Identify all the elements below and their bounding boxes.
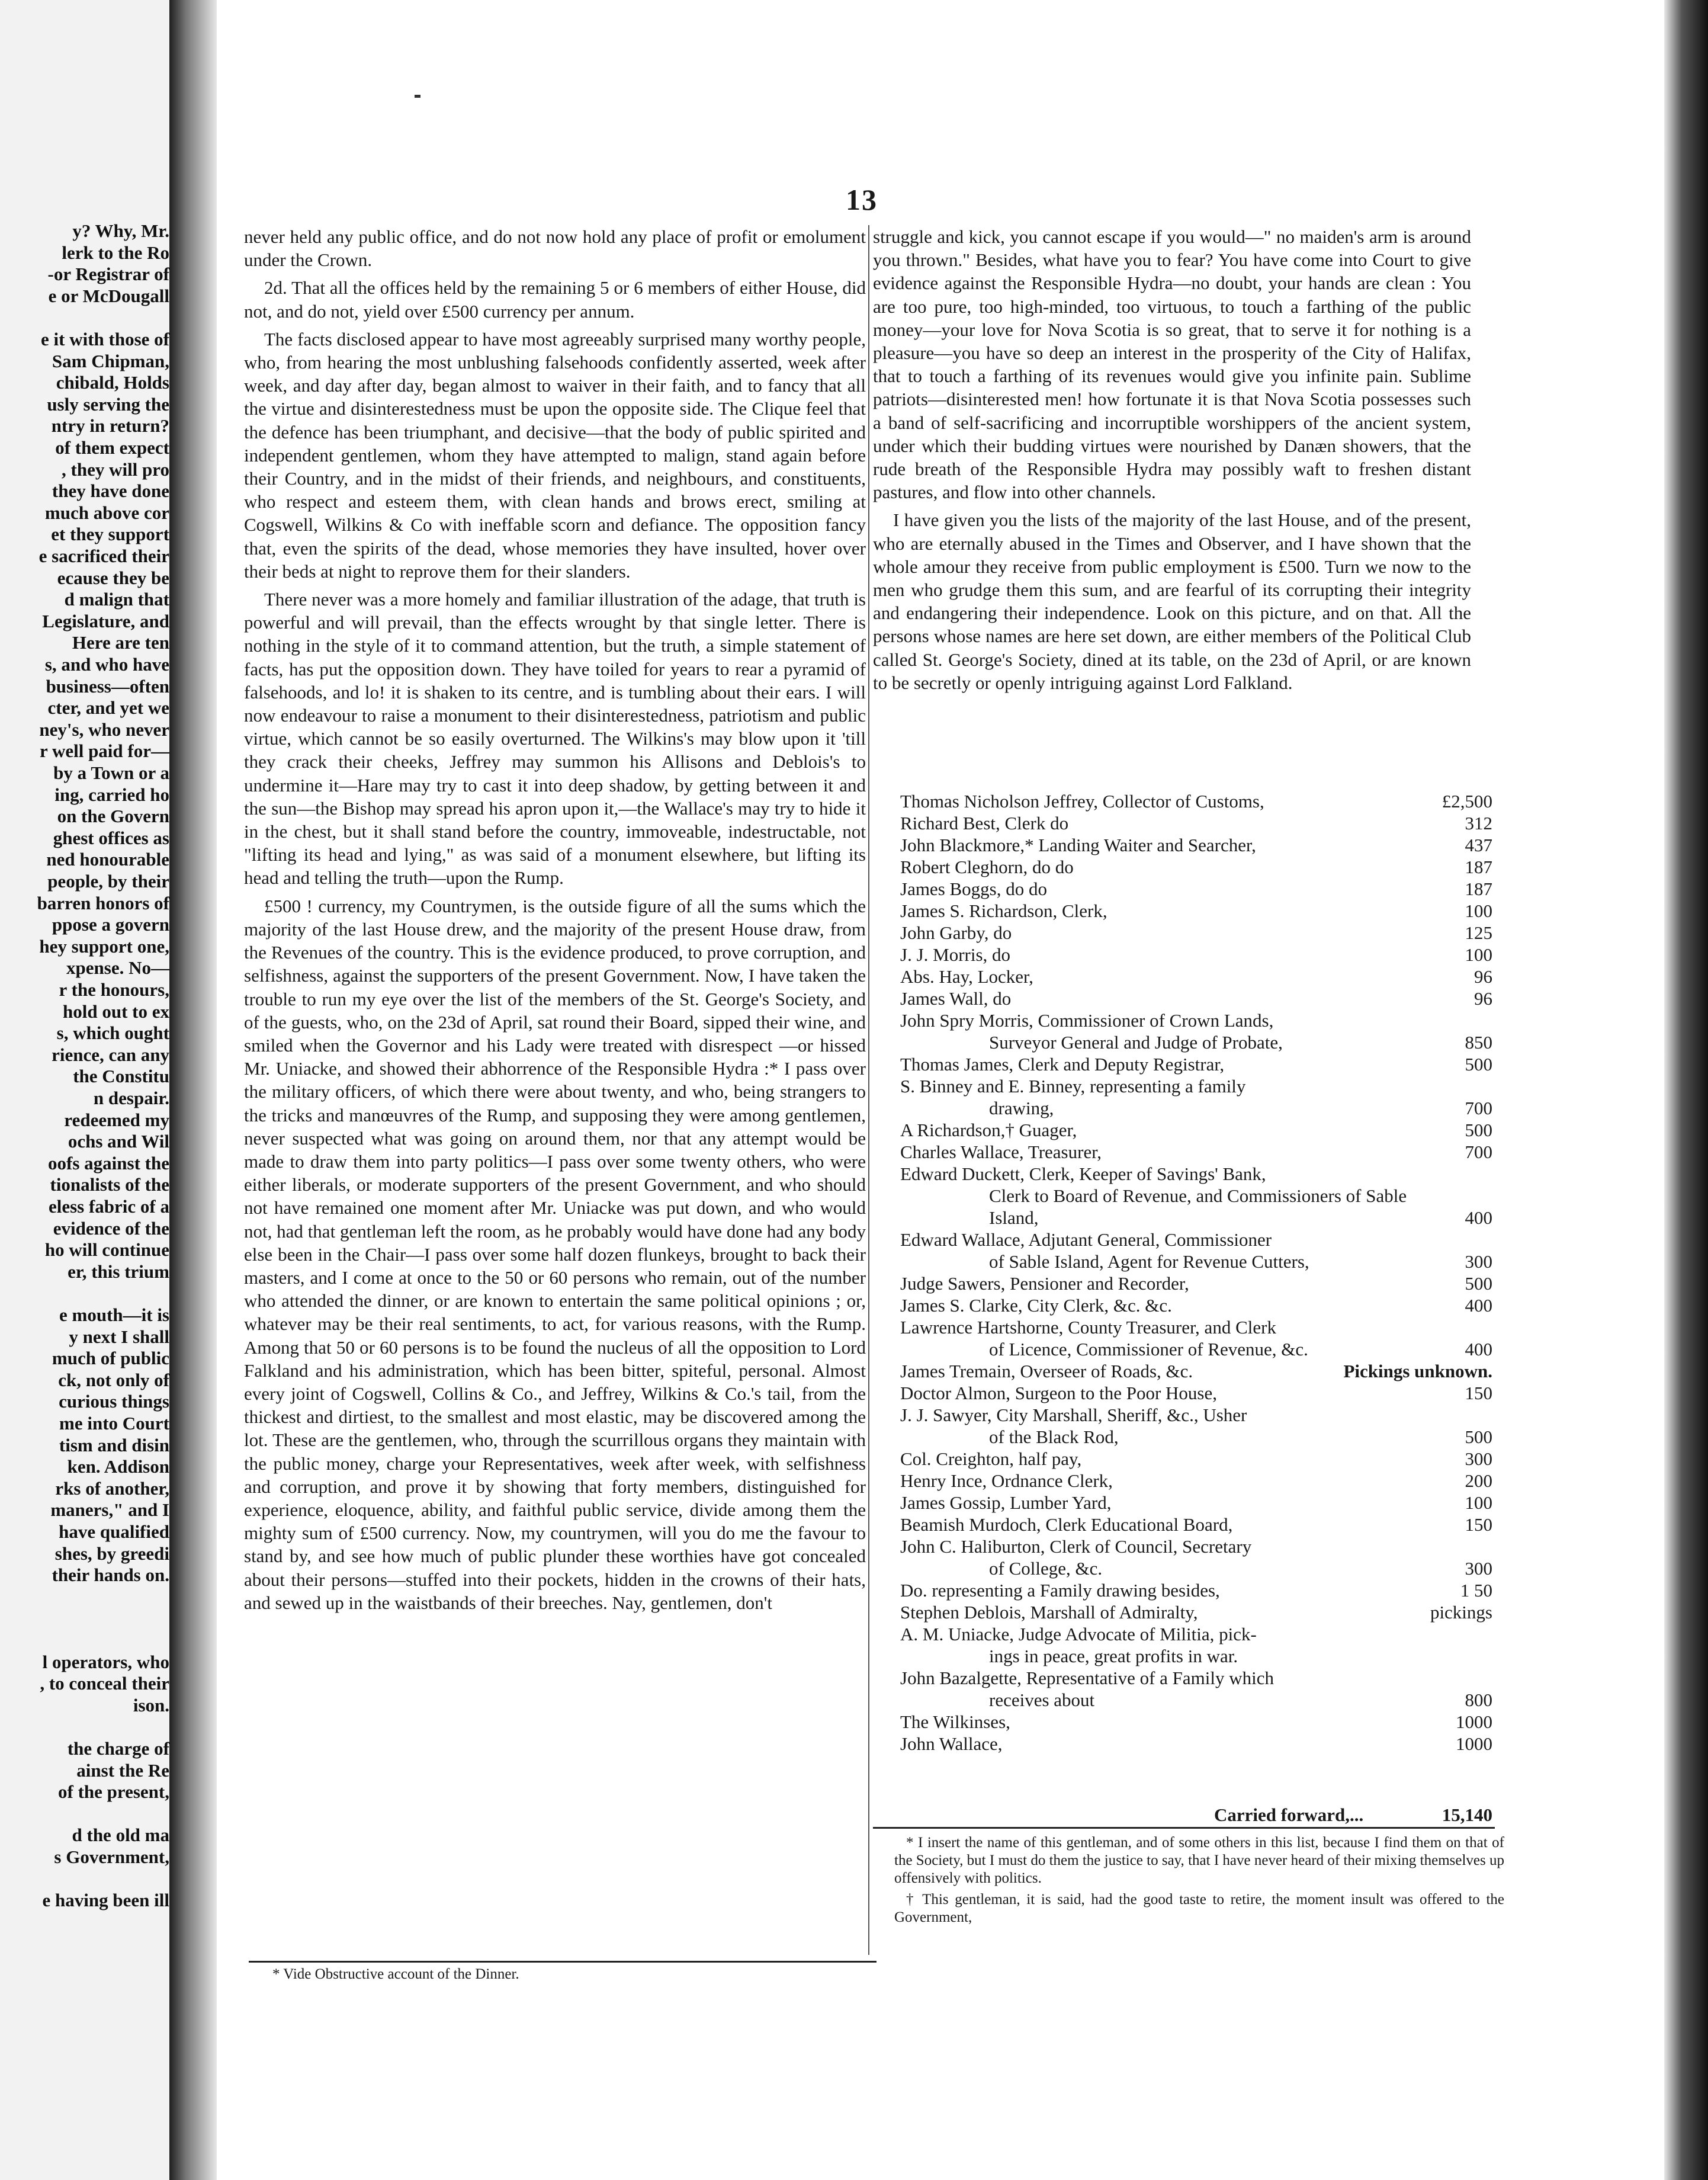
salary-holder: James Gossip, Lumber Yard, xyxy=(900,1492,1112,1513)
salary-holder: Doctor Almon, Surgeon to the Poor House, xyxy=(900,1383,1218,1403)
salary-row xyxy=(900,1404,1498,1448)
salary-amount: 200 xyxy=(1465,1470,1492,1491)
salary-amount: 187 xyxy=(1465,879,1492,899)
salary-holder: Edward Wallace, Adjutant General, Commissioner xyxy=(900,1229,1272,1250)
salary-holder-continued: drawing, xyxy=(989,1098,1054,1118)
salary-holder: Lawrence Hartshorne, County Treasurer, and Clerk xyxy=(900,1317,1276,1338)
paragraph: £500 ! currency, my Countrymen, is the outside figure of all the sums which the majority of the last House drew, and the majority of the present House draw, from the Revenues of the country. This is the evidence produced, to prove corruption, and selfishness, against the supporters of the present Government. Now, I have taken the trouble to run my eye over the list of the members of the St. George's Society, and of the guests, who, on the 23d of April, sat round their Board, sipped their wine, and smiled when the Governor and his Lady were treated with disrespect —or hissed Mr. Uniacke, and showed their abhorrence of the Responsible Hydra :* I pass over the military officers, of which there were about twenty, and who, being strangers to the tricks and manœuvres of the Rump, and supposing they were among gentlemen, never suspected what was going on around them, nor that any attempt would be made to draw them into party politics—I pass over some twenty others, who were either liberals, or moderate supporters of the present Government, and who should not have remained one moment after Mr. Uniacke was put down, and who would not, had that gentleman left the room, as he probably would have done had any body else been in the Chair—I pass over some half dozen flunkeys, brought to back their masters, and I come at once to the 50 or 60 persons who remain, out of the number who attended the dinner, or are known to entertain the same political opinions ; or, whatever may be their real sentiments, to act, for various reasons, with the Rump. Among that 50 or 60 persons is to be found the nucleus of all the opposition to Lord Falkland and his administration, which has been bitter, spiteful, personal. Almost every joint of Cogswell, Collins & Co., and Jeffrey, Wilkins & Co.'s tail, from the thickest and dirtiest, to the smallest and most elastic, may be discovered among the lot. These are the gentlemen, who, through the scurrillous organs they maintain with the public money, charge your Representatives, week after week, with selfishness and corruption, and prove it by showing that forty members, distinguished for experience, eloquence, ability, and faithful public service, divide among them the mighty sum of £500 currency. Now, my countrymen, will you do me the favour to stand by, and see how much of public plunder these worthies have got concealed about their persons—stuffed into their pockets, hidden in the crowns of their hats, and sewed up in the waistbands of their breeches. Nay, gentlemen, don't xyxy=(244,895,866,1613)
salary-holder-continued: of Sable Island, Agent for Revenue Cutters, xyxy=(989,1251,1309,1272)
margin-fragment-line: ney's, who never xyxy=(39,719,169,740)
margin-fragment-line: people, by their xyxy=(47,871,169,892)
salary-holder: James Boggs, do do xyxy=(900,879,1047,899)
salary-row xyxy=(900,1470,1498,1492)
margin-fragment-line: ochs and Wil xyxy=(68,1131,169,1152)
margin-fragment-line: y? Why, Mr. xyxy=(72,220,169,241)
salary-amount: 1000 xyxy=(1456,1711,1492,1732)
salary-row xyxy=(900,1360,1498,1382)
salary-holder: Do. representing a Family drawing besides, xyxy=(900,1580,1220,1601)
paragraph: 2d. That all the offices held by the remaining 5 or 6 members of either House, did not, and do not, yield over £500 currency per annum. xyxy=(244,277,866,322)
salary-row xyxy=(900,812,1498,834)
salary-row xyxy=(900,988,1498,1009)
margin-fragment-line: chibald, Holds xyxy=(56,372,169,393)
salary-row xyxy=(900,1492,1498,1514)
salary-row xyxy=(900,1623,1498,1667)
salary-holder: Col. Creighton, half pay, xyxy=(900,1448,1082,1469)
salary-row xyxy=(900,1382,1498,1404)
salary-holder: James S. Richardson, Clerk, xyxy=(900,900,1107,921)
salary-list xyxy=(900,790,1498,1755)
salary-amount: Pickings unknown. xyxy=(1343,1361,1492,1381)
margin-fragment-line: evidence of the xyxy=(53,1217,169,1239)
salary-row xyxy=(900,790,1498,812)
salary-holder: Judge Sawers, Pensioner and Recorder, xyxy=(900,1273,1189,1294)
salary-amount: 700 xyxy=(1465,1142,1492,1162)
salary-holder: Robert Cleghorn, do do xyxy=(900,857,1074,877)
ink-speck xyxy=(415,95,420,98)
salary-amount: 150 xyxy=(1465,1383,1492,1403)
salary-holder-continued: receives about xyxy=(989,1690,1095,1710)
salary-row xyxy=(900,878,1498,900)
footnote-rule-right xyxy=(873,1827,1495,1829)
margin-fragment-line: , they will pro xyxy=(62,459,169,480)
paragraph: There never was a more homely and familiar illustration of the adage, that truth is powerful and will prevail, than the effects wrought by that single letter. There is nothing in the style of it to command attention, but the truth, a simple statement of facts, has put the opposition down. They have toiled for years to rear a pyramid of falsehoods, and lo! it is shaken to its centre, and is tumbling about their ears. I will now endeavour to raise a monument to their disinterestedness, patriotism and public virtue, which cannot be so easily overturned. The Wilkins's may blow upon it 'till they crack their cheeks, Jeffrey may summon his Allisons and Deblois's to undermine it—Hare may try to cast it into deep shadow, by getting between it and the sun—the Bishop may spread his apron upon it,—the Wallace's may try to hide it in the chest, but it shall stand before the country, immoveable, indestructable, not "lifting its head and lying," as was said of a monument elsewhere, but lifting its head and telling the truth—upon the Rump. xyxy=(244,589,866,889)
margin-fragment-line: l operators, who xyxy=(42,1651,169,1672)
salary-amount: 400 xyxy=(1465,1339,1492,1360)
margin-fragment-line: curious things xyxy=(59,1391,169,1412)
margin-fragment-line: ison. xyxy=(133,1694,169,1716)
salary-amount: £2,500 xyxy=(1441,791,1492,812)
salary-row xyxy=(900,1448,1498,1470)
salary-amount: pickings xyxy=(1430,1602,1492,1623)
margin-fragment-line: -or Registrar of xyxy=(47,264,169,285)
salary-holder: Richard Best, Clerk do xyxy=(900,813,1069,833)
margin-fragment-line: ntry in return? xyxy=(51,415,169,437)
salary-amount: 187 xyxy=(1465,857,1492,877)
margin-fragment-line: usly serving the xyxy=(47,393,169,415)
margin-fragment-line: rks of another, xyxy=(55,1477,169,1499)
margin-fragment-line: xpense. No— xyxy=(66,957,169,979)
adjacent-page-fragment xyxy=(0,0,169,2180)
margin-fragment-line: r well paid for— xyxy=(40,740,169,762)
margin-fragment-line: ck, not only of xyxy=(58,1369,169,1390)
margin-fragment-line: e or McDougall xyxy=(48,285,169,306)
salary-row xyxy=(900,1601,1498,1623)
salary-row xyxy=(900,856,1498,878)
salary-row xyxy=(900,966,1498,988)
carried-forward xyxy=(1214,1804,1498,1826)
salary-holder: Abs. Hay, Locker, xyxy=(900,966,1033,987)
salary-row xyxy=(900,1667,1498,1711)
margin-fragment-line: cter, and yet we xyxy=(47,697,169,719)
margin-fragment-line: s, which ought xyxy=(56,1022,169,1044)
salary-amount: 100 xyxy=(1465,1492,1492,1513)
column-divider xyxy=(868,225,869,1955)
salary-amount: 700 xyxy=(1465,1098,1492,1118)
salary-row xyxy=(900,1294,1498,1316)
right-footnotes xyxy=(894,1834,1504,1930)
margin-fragment-line: much above cor xyxy=(44,502,169,523)
salary-holder: Thomas Nicholson Jeffrey, Collector of Customs, xyxy=(900,791,1264,812)
salary-row xyxy=(900,1163,1498,1229)
salary-holder: John Bazalgette, Representative of a Family which xyxy=(900,1668,1274,1688)
paragraph: never held any public office, and do not now hold any place of profit or emolument under the Crown. xyxy=(244,226,866,271)
margin-fragment-line: the charge of xyxy=(67,1738,169,1759)
margin-fragment-line: they have done xyxy=(52,480,169,502)
margin-fragment-line: the Constitu xyxy=(73,1066,169,1087)
margin-fragment-line: me into Court xyxy=(59,1413,169,1434)
salary-row xyxy=(900,1229,1498,1272)
salary-holder: James Wall, do xyxy=(900,988,1012,1009)
left-footnote: * Vide Obstructive account of the Dinner. xyxy=(272,1966,519,1982)
footnote: † This gentleman, it is said, had the good taste to retire, the moment insult was offered to the Government, xyxy=(894,1892,1504,1925)
salary-amount: 400 xyxy=(1465,1207,1492,1228)
salary-row xyxy=(900,1316,1498,1360)
margin-fragment-line: , to conceal their xyxy=(40,1673,169,1694)
margin-fragment-line: ainst the Re xyxy=(76,1759,169,1781)
margin-fragment-line: oofs against the xyxy=(48,1152,169,1174)
margin-fragment-line: hold out to ex xyxy=(63,1001,169,1022)
margin-fragment-line: barren honors of xyxy=(37,892,169,913)
page-number: 13 xyxy=(846,183,878,216)
salary-holder: Beamish Murdoch, Clerk Educational Board, xyxy=(900,1514,1233,1535)
salary-row xyxy=(900,1141,1498,1163)
salary-amount: 800 xyxy=(1465,1690,1492,1710)
salary-row xyxy=(900,1514,1498,1535)
margin-fragment-line: n despair. xyxy=(93,1088,169,1108)
margin-fragment-line: r the honours, xyxy=(59,979,169,1000)
salary-holder-continued: Surveyor General and Judge of Probate, xyxy=(989,1032,1283,1053)
salary-amount: 150 xyxy=(1465,1514,1492,1535)
salary-row xyxy=(900,900,1498,922)
salary-row xyxy=(900,1075,1498,1119)
salary-holder: Henry Ince, Ordnance Clerk, xyxy=(900,1470,1113,1491)
margin-fragment-line: much of public xyxy=(52,1348,169,1369)
salary-holder-continued: of the Black Rod, xyxy=(989,1426,1119,1447)
salary-amount: 437 xyxy=(1465,835,1492,855)
salary-row xyxy=(900,1579,1498,1601)
carried-forward-total: 15,140 xyxy=(1441,1804,1492,1825)
margin-fragment-line: d the old ma xyxy=(72,1825,169,1846)
carried-forward-label: Carried forward,... xyxy=(1214,1804,1364,1825)
margin-fragment-line: y next I shall xyxy=(69,1326,169,1347)
salary-row xyxy=(900,834,1498,856)
salary-amount: 850 xyxy=(1465,1032,1492,1053)
margin-fragment-line: ned honourable xyxy=(46,849,169,870)
margin-fragment-line: e mouth—it is xyxy=(59,1304,169,1325)
salary-amount: 500 xyxy=(1465,1426,1492,1447)
margin-fragment-line: of them expect xyxy=(55,437,169,458)
left-text-column xyxy=(244,225,866,1614)
margin-fragment-line: ecause they be xyxy=(57,567,169,588)
salary-row xyxy=(900,1009,1498,1053)
salary-amount: 500 xyxy=(1465,1273,1492,1294)
margin-fragment-line: their hands on. xyxy=(52,1565,169,1586)
salary-amount: 1000 xyxy=(1456,1733,1492,1754)
right-text-column xyxy=(873,225,1471,694)
margin-fragment-line: ken. Addison xyxy=(67,1456,169,1477)
margin-fragment-line: on the Govern xyxy=(57,806,169,827)
salary-row xyxy=(900,1053,1498,1075)
salary-holder: John Spry Morris, Commissioner of Crown Lands, xyxy=(900,1010,1274,1031)
salary-holder: The Wilkinses, xyxy=(900,1711,1010,1732)
salary-amount: 300 xyxy=(1465,1251,1492,1272)
salary-row xyxy=(900,1733,1498,1755)
salary-holder: Charles Wallace, Treasurer, xyxy=(900,1142,1102,1162)
margin-fragment-line: redeemed my xyxy=(64,1109,169,1130)
salary-holder: S. Binney and E. Binney, representing a family xyxy=(900,1076,1246,1097)
salary-amount: 312 xyxy=(1465,813,1492,833)
margin-fragment-line: rience, can any xyxy=(52,1044,169,1065)
salary-amount: 96 xyxy=(1474,966,1492,987)
margin-fragment-line: maners," and I xyxy=(50,1499,169,1521)
margin-fragment-line: s Government, xyxy=(54,1846,169,1867)
salary-amount: 400 xyxy=(1465,1295,1492,1316)
salary-holder: John C. Haliburton, Clerk of Council, Secretary xyxy=(900,1536,1252,1557)
salary-amount: 300 xyxy=(1465,1448,1492,1469)
margin-fragment-line: shes, by greedi xyxy=(54,1543,169,1564)
salary-holder: Stephen Deblois, Marshall of Admiralty, xyxy=(900,1602,1198,1623)
margin-fragment-line: ppose a govern xyxy=(52,914,169,935)
salary-holder-continued: of Licence, Commissioner of Revenue, &c. xyxy=(989,1339,1308,1360)
salary-holder-continued: ings in peace, great profits in war. xyxy=(989,1646,1238,1666)
salary-holder: J. J. Sawyer, City Marshall, Sheriff, &c., Usher xyxy=(900,1405,1247,1425)
paragraph: The facts disclosed appear to have most agreeably surprised many worthy people, who, from hearing the most unblushing falsehoods confidently asserted, week after week, and day after day, began almost to waiver in their faith, and to fancy that all the virtue and disinterestedness must be upon the opposite side. The Clique feel that the defence has been triumphant, and decisive—that the body of public spirited and independent gentlemen, whom they have attempted to malign, stand again before their Country, and in the midst of their friends, and neighbours, and constituents, who respect and esteem them, with clean hands and brows erect, smiling at Cogswell, Wilkins & Co with ineffable scorn and defiance. The opposition fancy that, even the spirits of the dead, whose memories they have insulted, hover over their beds at night to reprove them for their slanders. xyxy=(244,328,866,582)
margin-fragment-line: s, and who have xyxy=(44,654,169,675)
margin-fragment-line: Legislature, and xyxy=(42,610,169,631)
margin-fragment-line: have qualified xyxy=(59,1521,169,1542)
salary-holder: James Tremain, Overseer of Roads, &c. xyxy=(900,1361,1193,1381)
salary-amount: 100 xyxy=(1465,944,1492,965)
footnote-rule-left xyxy=(249,1961,877,1963)
margin-fragment-line: by a Town or a xyxy=(53,762,169,783)
salary-holder: James S. Clarke, City Clerk, &c. &c. xyxy=(900,1295,1172,1316)
margin-fragment-line: e it with those of xyxy=(41,329,169,350)
paragraph: I have given you the lists of the majority of the last House, and of the present, who are eternally abused in the Times and Observer, and I have shown that the whole amour they receive from public employment is £500. Turn we now to the men who grudge them this sum, and are fearful of its corrupting their integrity and endangering their independence. Look on this picture, and on that. All the persons whose names are here set down, are either members of the Political Club called St. George's Society, dined at its table, on the 23d of April, or are known to be secretly or openly intriguing against Lord Falkland. xyxy=(873,509,1471,693)
margin-fragment-line: eless fabric of a xyxy=(48,1196,169,1217)
margin-fragment-line: business—often xyxy=(46,675,169,697)
margin-fragment-line: e having been ill xyxy=(42,1890,169,1911)
salary-amount: 125 xyxy=(1465,922,1492,943)
salary-holder: J. J. Morris, do xyxy=(900,944,1011,965)
salary-holder: A. M. Uniacke, Judge Advocate of Militia, pick- xyxy=(900,1624,1257,1644)
salary-holder: Edward Duckett, Clerk, Keeper of Savings' Bank, xyxy=(900,1163,1266,1184)
salary-holder: John Wallace, xyxy=(900,1733,1003,1754)
salary-amount: 500 xyxy=(1465,1054,1492,1075)
margin-fragment-line: lerk to the Ro xyxy=(62,242,169,263)
salary-holder-continued: of College, &c. xyxy=(989,1558,1103,1579)
margin-fragment-line: tionalists of the xyxy=(50,1174,169,1195)
salary-amount: 300 xyxy=(1465,1558,1492,1579)
margin-fragment-line: e sacrificed their xyxy=(38,546,169,566)
margin-fragment-line: er, this trium xyxy=(68,1261,169,1282)
margin-fragment-line: Here are ten xyxy=(72,632,169,653)
margin-fragment-line: of the present, xyxy=(58,1781,169,1803)
salary-row xyxy=(900,944,1498,966)
salary-amount: 500 xyxy=(1465,1120,1492,1140)
salary-amount: 1 50 xyxy=(1460,1580,1492,1601)
salary-row xyxy=(900,1711,1498,1733)
margin-fragment-line: ghest offices as xyxy=(53,827,169,848)
salary-holder-continued: Clerk to Board of Revenue, and Commissioners of Sable Island, xyxy=(989,1185,1407,1228)
salary-row xyxy=(900,922,1498,944)
margin-fragment-line: et they support xyxy=(51,524,169,545)
binding-shadow-right xyxy=(1664,0,1708,2180)
margin-fragment-line: hey support one, xyxy=(39,935,169,957)
salary-row xyxy=(900,1119,1498,1141)
salary-holder: Thomas James, Clerk and Deputy Registrar, xyxy=(900,1054,1225,1075)
salary-holder: John Blackmore,* Landing Waiter and Searcher, xyxy=(900,835,1256,855)
margin-fragment-line: tism and disin xyxy=(59,1434,169,1456)
salary-holder: A Richardson,† Guager, xyxy=(900,1120,1077,1140)
footnote: * I insert the name of this gentleman, and of some others in this list, because I find them on that of the Society, but I must do them the justice to say, that I have never heard of their mixing themselves up offensively with politics. xyxy=(894,1835,1504,1886)
salary-row xyxy=(900,1535,1498,1579)
paragraph: struggle and kick, you cannot escape if you would—" no maiden's arm is around you thrown." Besides, what have you to fear? You have come into Court to give evidence against the Responsible Hydra—no doubt, your hands are clean : You are too pure, too high-minded, too virtuous, to touch a farthing of the public money—your love for Nova Scotia is so great, that to serve it for nothing is a pleasure—you have so deep an interest in the prosperity of the City of Halifax, that to touch a farthing of its revenues would give you infinite pain. Sublime patriots—disinterested men! how fortunate it is that Nova Scotia possesses such a band of self-sacrificing and incorruptible worshippers of the ancient system, under which their budding virtues were nourished by Danæn showers, that the rude breath of the Responsible Hydra may possibly waft to freshen distant pastures, and flow into other channels. xyxy=(873,226,1471,503)
salary-amount: 100 xyxy=(1465,900,1492,921)
margin-fragment-line: d malign that xyxy=(64,589,169,610)
salary-row xyxy=(900,1272,1498,1294)
margin-fragment-line: Sam Chipman, xyxy=(52,350,169,371)
binding-shadow-left xyxy=(169,0,217,2180)
salary-holder: John Garby, do xyxy=(900,922,1012,943)
margin-fragment-line: ho will continue xyxy=(44,1239,169,1261)
margin-fragment-line: ing, carried ho xyxy=(54,784,169,805)
salary-amount: 96 xyxy=(1474,988,1492,1009)
